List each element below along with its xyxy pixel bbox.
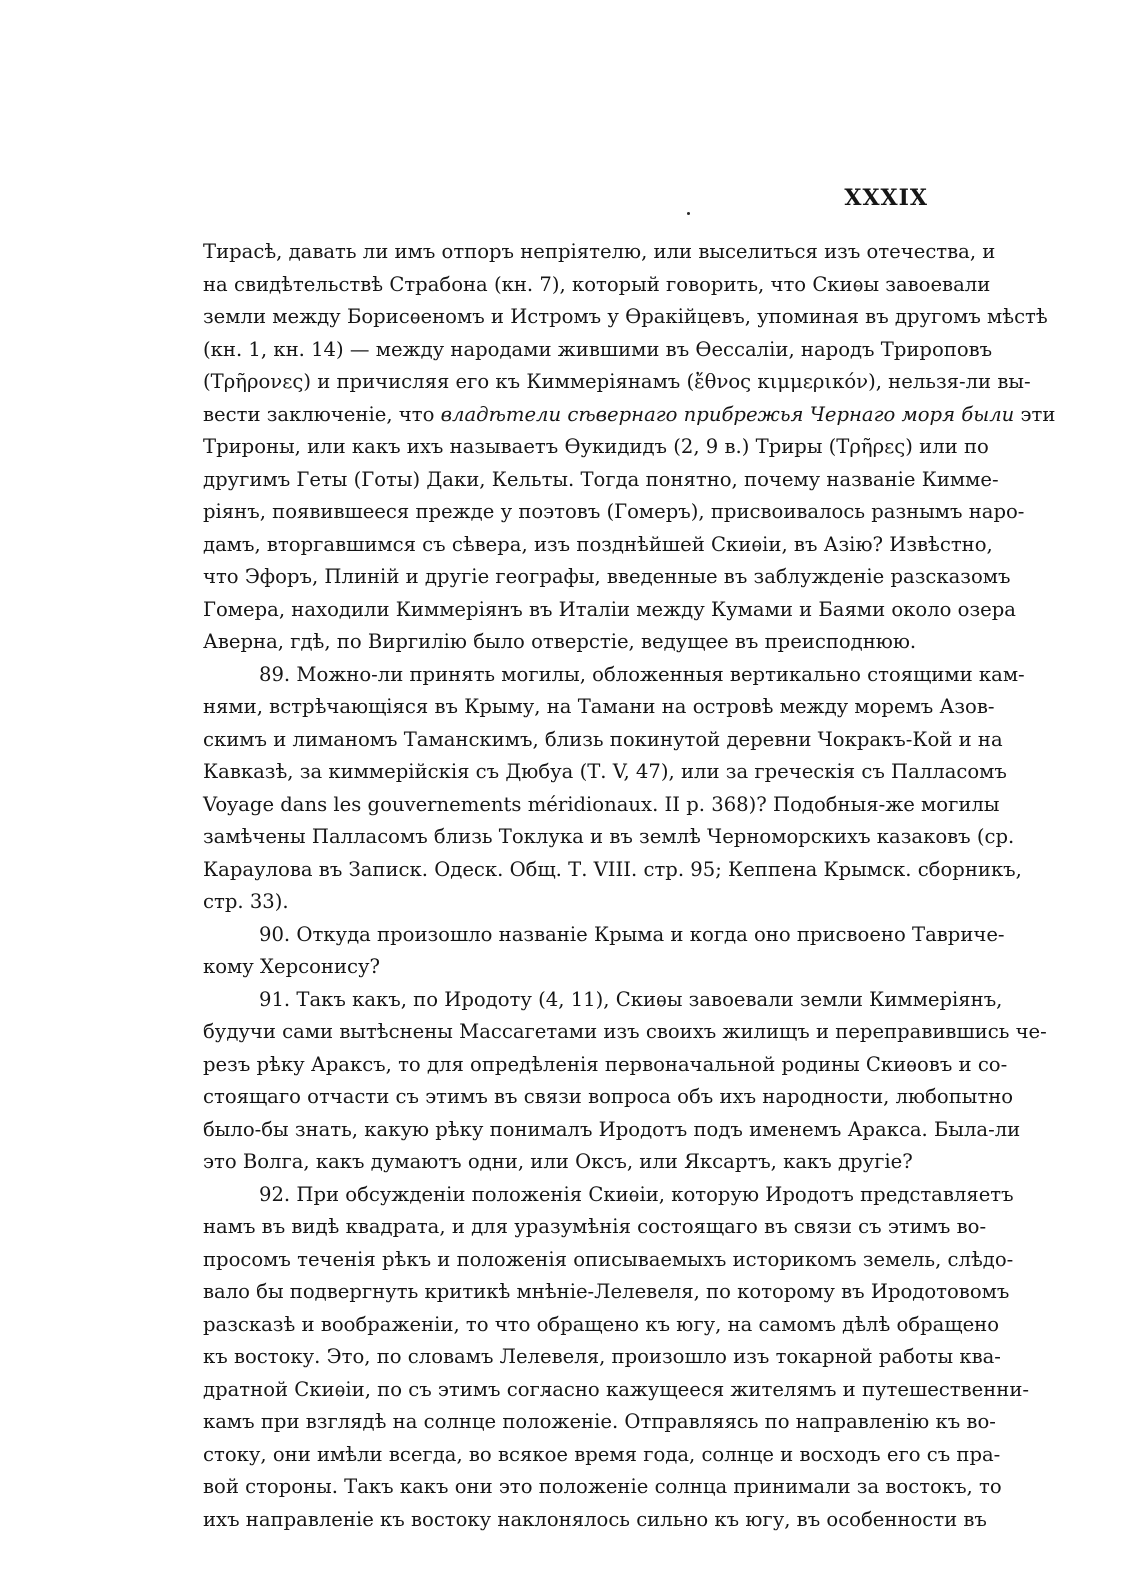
text-line: Караулова въ Записк. Одеск. Общ. Т. VIII. стр. 95; Кеппена Крымск. сборникъ, [203, 857, 1022, 881]
text-line: Voyage dans les gouvernements méridionaux. II p. 368)? Подобныя-же могилы [203, 792, 1000, 816]
text-line: стоку, они имѣли всегда, во всякое время года, солнце и восходъ его съ пра- [203, 1442, 1001, 1466]
text-line: Гомера, находили Киммеріянъ въ Италіи между Кумами и Баями около озера [203, 597, 1016, 621]
text-line: (кн. 1, кн. 14) — между народами жившими въ Ѳессаліи, народъ Трироповъ [203, 337, 993, 361]
text-line: вой стороны. Такъ какъ они это положеніе солнца принимали за востокъ, то [203, 1475, 1002, 1498]
text-line: на свидѣтельствѣ Страбона (кн. 7), который говорить, что Скиѳы завоевали [203, 272, 991, 296]
text-line: кому Херсонису? [203, 955, 381, 978]
text-line: 89. Можно-ли принять могилы, обложенныя вертикально стоящими кам- [259, 662, 1025, 686]
text-line: 91. Такъ какъ, по Иродоту (4, 11), Скиѳы завоевали земли Киммеріянъ, [259, 987, 1003, 1011]
text-line: стоящаго отчасти съ этимъ въ связи вопроса объ ихъ народности, любопытно [203, 1085, 1014, 1108]
text-line: замѣчены Палласомъ близь Токлука и въ землѣ Черноморскихъ казаковъ (ср. [203, 825, 1015, 848]
text-line: 92. При обсужденіи положенія Скиѳіи, которую Иродотъ представляетъ [259, 1182, 1014, 1206]
text-run: вести заключеніе, что [203, 402, 441, 426]
text-line: Трироны, или какъ ихъ называетъ Ѳукидидъ (2, 9 в.) Триры (Τρῆρες) или по [203, 435, 989, 458]
paragraph-89 [203, 659, 1025, 919]
text-line: что Эфоръ, Плиній и другіе географы, введенные въ заблужденіе разсказомъ [203, 565, 1011, 588]
paragraph-90 [203, 919, 1005, 984]
italic-emphasis: владѣтели сѣвернаго прибрежья Чернаго моря были [440, 402, 1015, 426]
text-line: было-бы знать, какую рѣку понималъ Иродотъ подъ именемъ Аракса. Была-ли [203, 1117, 1021, 1141]
text-line: ихъ направленіе къ востоку наклонялось сильно къ югу, въ особенности въ [203, 1507, 987, 1531]
text-line: это Волга, какъ думаютъ одни, или Оксъ, или Яксартъ, какъ другіе? [203, 1150, 913, 1173]
text-line: Кавказѣ, за киммерійскія съ Дюбуа (Т. V, 47), или за греческія съ Палласомъ [203, 760, 1007, 783]
page-number: XXXIX [844, 185, 928, 211]
text-line: стр. 33). [203, 890, 289, 913]
text-line: Тирасѣ, давать ли имъ отпоръ непріятелю, или выселиться изъ отечества, и [203, 240, 996, 263]
text-line: скимъ и лиманомъ Таманскимъ, близь покинутой деревни Чокракъ-Кой и на [203, 727, 1003, 751]
body-text [203, 236, 1056, 1536]
text-line: нями, встрѣчающіяся въ Крыму, на Тамани на островѣ между моремъ Азов- [203, 695, 995, 718]
text-line: другимъ Геты (Готы) Даки, Кельты. Тогда понятно, почему названіе Кимме- [203, 467, 999, 491]
text-line: земли между Борисѳеномъ и Истромъ у Ѳракійцевъ, упоминая въ другомъ мѣстѣ [203, 305, 1048, 328]
text-line: вало бы подвергнуть критикѣ мнѣніе-Лелевеля, по которому въ Иродотовомъ [203, 1280, 1010, 1303]
text-line: резъ рѣку Араксъ, то для опредѣленія первоначальной родины Скиѳовъ и со- [203, 1052, 1008, 1076]
text-line: намъ въ видѣ квадрата, и для уразумѣнія состоящаго въ связи съ этимъ во- [203, 1215, 987, 1238]
text-line: Аверна, гдѣ, по Виргилію было отверстіе, ведущее въ преисподнюю. [203, 630, 917, 653]
paragraph-91 [203, 984, 1047, 1179]
paragraph-88 [203, 236, 1056, 659]
text-line: дратной Скиѳіи, по съ этимъ согласно кажущееся жителямъ и путешественни- [203, 1377, 1030, 1401]
text-line: разсказѣ и воображеніи, то что обращено къ югу, на самомъ дѣлѣ обращено [203, 1312, 1000, 1336]
text-line: будучи сами вытѣснены Массагетами изъ своихъ жилищъ и переправившись че- [203, 1020, 1047, 1043]
paragraph-92 [203, 1179, 1030, 1537]
text-line: 90. Откуда произошло названіе Крыма и когда оно присвоено Тавриче- [259, 922, 1005, 946]
text-run: эти [1014, 402, 1056, 426]
scan-speck-top [687, 212, 690, 215]
text-line: дамъ, вторгавшимся съ сѣвера, изъ позднѣйшей Скиѳіи, въ Азію? Извѣстно, [203, 532, 993, 556]
text-line: (Τρῆρονες) и причисляя его къ Киммеріянамъ (ἔθνος κιμμερικόν), нельзя-ли вы- [203, 370, 1031, 393]
text-line: просомъ теченія рѣкъ и положенія описываемыхъ историкомъ земель, слѣдо- [203, 1247, 1014, 1271]
text-line: ріянъ, появившееся прежде у поэтовъ (Гомеръ), присвоивалось разнымъ наро- [203, 500, 1025, 523]
text-line-with-emphasis [203, 399, 1056, 432]
text-line: камъ при взглядѣ на солнце положеніе. Отправляясь по направленію къ во- [203, 1410, 996, 1433]
text-line: къ востоку. Это, по словамъ Лелевеля, произошло изъ токарной работы ква- [203, 1345, 1001, 1368]
